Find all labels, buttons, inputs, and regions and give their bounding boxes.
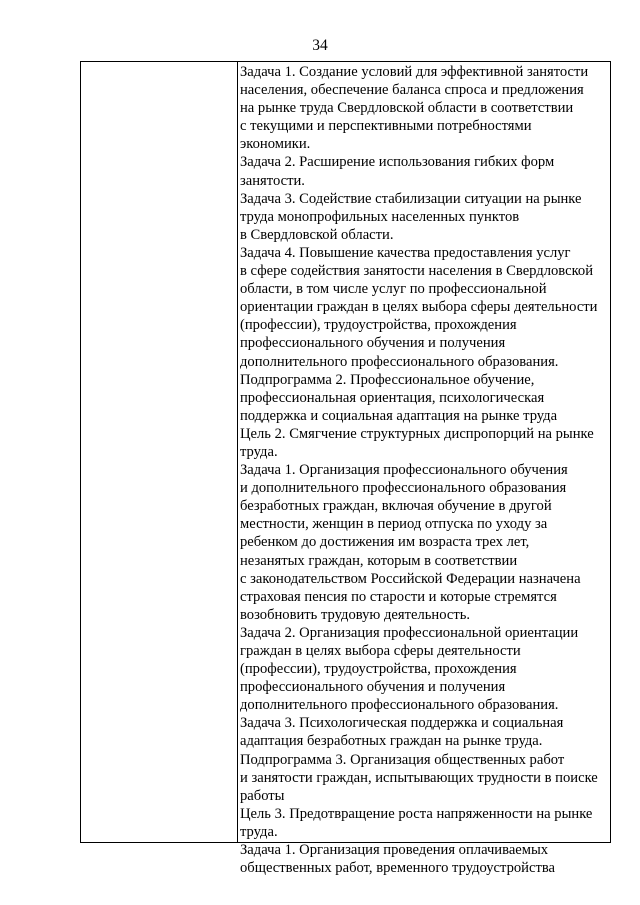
text-line: труда. xyxy=(240,443,278,460)
text-line: (профессии), трудоустройства, прохождения xyxy=(240,317,517,334)
text-line: адаптация безработных граждан на рынке труда. xyxy=(240,733,543,750)
text-line: Задача 1. Организация профессионального обучения xyxy=(240,462,568,479)
text-line: профессионального обучения и получения xyxy=(240,335,506,352)
text-line: Задача 3. Психологическая поддержка и социальная xyxy=(240,715,564,732)
text-line: экономики. xyxy=(240,136,311,153)
text-line: ребенком до достижения им возраста трех лет, xyxy=(240,534,530,551)
text-line: Задача 3. Содействие стабилизации ситуации на рынке xyxy=(240,190,582,207)
text-line: Задача 2. Организация профессиональной ориентации xyxy=(240,624,579,641)
text-line: Задача 2. Расширение использования гибких форм xyxy=(240,154,555,171)
text-line: с текущими и перспективными потребностями xyxy=(240,118,532,135)
text-line: страховая пенсия по старости и которые стремятся xyxy=(240,588,557,605)
text-line: общественных работ, временного трудоустройства xyxy=(240,860,556,877)
text-line: возобновить трудовую деятельность. xyxy=(240,606,471,623)
text-line: незанятых граждан, которым в соответствии xyxy=(240,552,518,569)
text-line: дополнительного профессионального образования. xyxy=(240,697,559,714)
text-line: граждан в целях выбора сферы деятельности xyxy=(240,643,521,659)
text-line: труда монопрофильных населенных пунктов xyxy=(240,208,520,225)
text-line: Подпрограмма 3. Организация общественных работ xyxy=(240,751,565,768)
text-line: дополнительного профессионального образования. xyxy=(240,353,559,370)
text-line: с законодательством Российской Федерации назначена xyxy=(240,570,581,587)
text-line: Задача 1. Организация проведения оплачиваемых xyxy=(240,842,549,859)
text-line: области, в том числе услуг по профессиональной xyxy=(240,281,547,298)
text-line: безработных граждан, включая обучение в другой xyxy=(240,498,552,515)
text-line: и занятости граждан, испытывающих трудности в поиске xyxy=(240,769,598,786)
text-line: Задача 1. Создание условий для эффективной занятости xyxy=(240,64,589,80)
text-line: Задача 4. Повышение качества предоставления услуг xyxy=(240,244,571,261)
text-line: ориентации граждан в целях выбора сферы деятельности xyxy=(240,299,598,316)
text-line: Цель 3. Предотвращение роста напряженности на рынке xyxy=(240,805,593,822)
text-line: профессионального обучения и получения xyxy=(240,679,506,696)
text-line: (профессии), трудоустройства, прохождения xyxy=(240,661,517,678)
text-line: труда. xyxy=(240,823,278,840)
text-line: и дополнительного профессионального образования xyxy=(240,480,567,497)
text-line: профессиональная ориентация, психологическая xyxy=(240,389,545,406)
text-line: поддержка и социальная адаптация на рынке труда xyxy=(240,407,558,424)
table-left-cell xyxy=(81,62,238,842)
table-right-cell xyxy=(238,62,610,877)
text-line: в сфере содействия занятости населения в Свердловской xyxy=(240,263,594,280)
text-line: местности, женщин в период отпуска по уходу за xyxy=(240,516,548,533)
text-line: Цель 2. Смягчение структурных диспропорций на рынке xyxy=(240,425,594,442)
text-line: Подпрограмма 2. Профессиональное обучение, xyxy=(240,371,535,388)
text-line: работы xyxy=(240,787,285,804)
text-line: населения, обеспечение баланса спроса и предложения xyxy=(240,82,584,99)
page-number: 34 xyxy=(312,37,328,54)
text-line: на рынке труда Свердловской области в соответствии xyxy=(240,100,574,117)
document-table xyxy=(80,61,611,877)
text-line: в Свердловской области. xyxy=(240,226,394,243)
text-line: занятости. xyxy=(240,172,305,189)
